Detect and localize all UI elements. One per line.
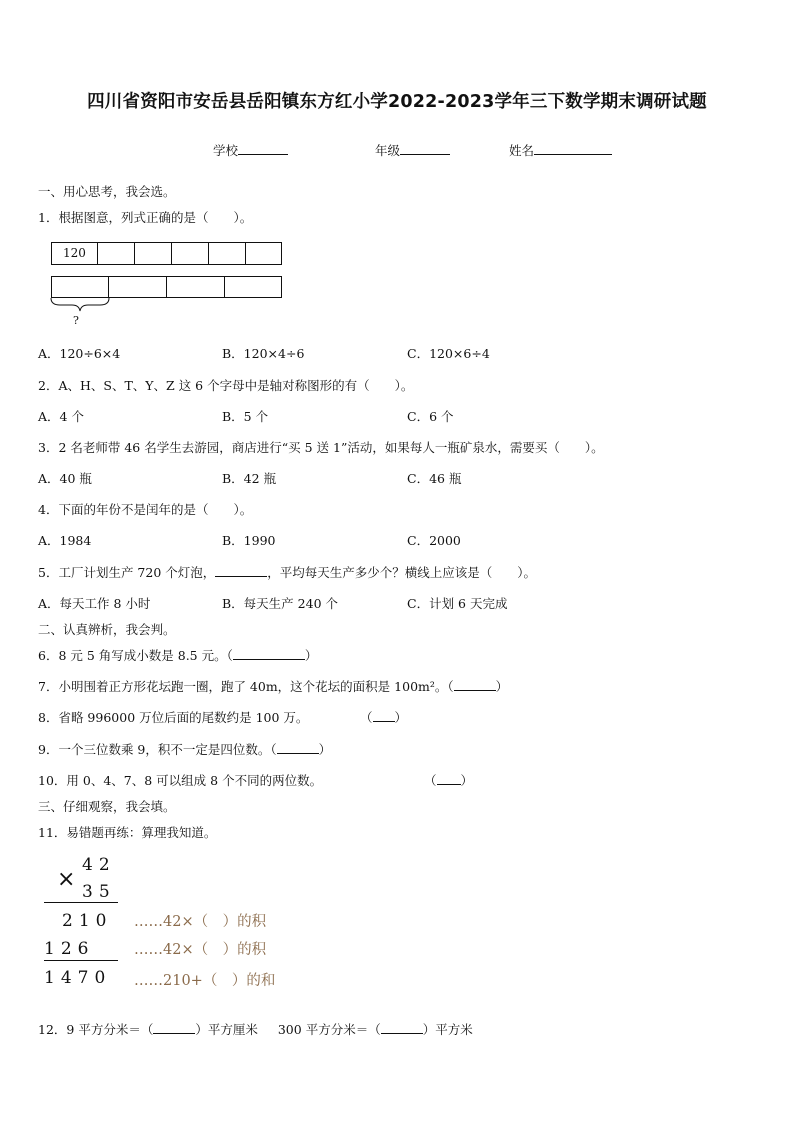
name-blank[interactable] [534, 142, 612, 155]
top-divider [97, 242, 98, 265]
question-7 [38, 677, 508, 695]
option-1b[interactable]: B．120×4÷6 [222, 346, 305, 361]
question-12-blank-1[interactable] [153, 1021, 195, 1034]
question-10-open: （ [424, 773, 437, 788]
question-12-part3: 300 平方分米＝（ [277, 1022, 381, 1037]
option-4a[interactable]: A．1984 [38, 533, 92, 548]
bottom-divider [166, 276, 167, 298]
note-3: ……210+（ ）的和 [134, 973, 276, 989]
multiplicand: 42 [82, 855, 116, 875]
option-1c[interactable]: C．120×6÷4 [407, 346, 490, 361]
question-6-text: 6．8 元 5 角写成小数是 8.5 元。（ [38, 648, 233, 663]
top-value: 120 [63, 246, 86, 260]
question-5-blank[interactable] [215, 564, 267, 577]
option-5a[interactable]: A．每天工作 8 小时 [38, 596, 151, 611]
note-1: ……42×（ ）的积 [134, 914, 267, 930]
question-8-end: ） [394, 710, 408, 725]
question-2: 2．A、H、S、T、Y、Z 这 6 个字母中是轴对称图形的有（ ）。 [38, 378, 414, 393]
option-2a[interactable]: A．4 个 [38, 409, 84, 424]
question-6-blank[interactable] [233, 647, 305, 660]
school-field[interactable] [213, 141, 288, 159]
question-12-blank-2[interactable] [381, 1021, 423, 1034]
top-divider [171, 242, 172, 265]
partial-product-1: 210 [62, 911, 113, 931]
question-1: 1．根据图意，列式正确的是（ ）。 [38, 210, 253, 225]
top-divider [208, 242, 209, 265]
question-12-part1: 12．9 平方分米＝（ [38, 1022, 154, 1037]
option-3a[interactable]: A．40 瓶 [38, 471, 92, 486]
option-1a[interactable]: A．120÷6×4 [38, 346, 121, 361]
name-label: 姓名 [509, 143, 535, 158]
partial-product-2: 126 [44, 939, 95, 959]
question-3: 3．2 名老师带 46 名学生去游园，商店进行“买 5 送 1”活动，如果每人一瓶矿泉水，需要买（ ）。 [38, 440, 604, 455]
final-product: 1470 [44, 968, 112, 988]
question-6-end: ） [304, 648, 318, 663]
section-1-heading: 一、用心思考，我会选。 [38, 184, 176, 199]
question-10-blank[interactable] [437, 772, 461, 785]
question-8-blank[interactable] [373, 709, 395, 722]
option-4b[interactable]: B．1990 [222, 533, 276, 548]
question-5-part1: 5．工厂计划生产 720 个灯泡， [38, 565, 216, 580]
bottom-divider [108, 276, 109, 298]
option-2b[interactable]: B．5 个 [222, 409, 269, 424]
question-9 [38, 740, 331, 758]
question-mark: ? [73, 314, 79, 327]
option-3b[interactable]: B．42 瓶 [222, 471, 277, 486]
times-icon: × [57, 867, 76, 892]
option-5c[interactable]: C．计划 6 天完成 [407, 596, 508, 611]
question-8: 8．省略 996000 万位后面的尾数约是 100 万。 [38, 710, 309, 725]
question-6 [38, 646, 317, 664]
grade-field[interactable] [375, 141, 450, 159]
note-2: ……42×（ ）的积 [134, 942, 267, 958]
school-blank[interactable] [238, 142, 288, 155]
page-title: 四川省资阳市安岳县岳阳镇东方红小学2022-2023学年三下数学期末调研试题 [87, 92, 707, 112]
section-2-heading: 二、认真辨析，我会判。 [38, 622, 176, 637]
multiplier: 35 [82, 882, 116, 902]
option-5b[interactable]: B．每天生产 240 个 [222, 596, 338, 611]
name-field[interactable] [509, 141, 612, 159]
divider-line [44, 902, 118, 903]
question-10-end: ） [460, 773, 474, 788]
grade-label: 年级 [375, 143, 401, 158]
option-3c[interactable]: C．46 瓶 [407, 471, 462, 486]
brace-icon [48, 297, 112, 313]
option-2c[interactable]: C．6 个 [407, 409, 454, 424]
question-12-part4: ）平方米 [422, 1022, 473, 1037]
question-7-end: ） [495, 679, 509, 694]
top-divider [134, 242, 135, 265]
section-3-heading: 三、仔细观察，我会填。 [38, 799, 176, 814]
question-11: 11．易错题再练：算理我知道。 [38, 825, 217, 840]
question-8-open: （ [360, 710, 373, 725]
question-10: 10．用 0、4、7、8 可以组成 8 个不同的两位数。 [38, 773, 323, 788]
question-9-blank[interactable] [277, 741, 319, 754]
bottom-divider [224, 276, 225, 298]
question-10-answer[interactable] [424, 771, 473, 789]
question-5-part2: ，平均每天生产多少个？横线上应该是（ ）。 [267, 565, 537, 580]
divider-line [44, 960, 118, 961]
question-9-end: ） [318, 742, 332, 757]
question-4: 4．下面的年份不是闰年的是（ ）。 [38, 502, 253, 517]
question-8-answer[interactable] [360, 708, 407, 726]
question-9-text: 9．一个三位数乘 9，积不一定是四位数。（ [38, 742, 277, 757]
grade-blank[interactable] [400, 142, 450, 155]
question-7-blank[interactable] [454, 678, 496, 691]
question-12 [38, 1020, 473, 1038]
question-12-part2: ）平方厘米 [195, 1022, 258, 1037]
top-divider [245, 242, 246, 265]
question-7-text: 7．小明围着正方形花坛跑一圈，跑了 40m，这个花坛的面积是 100m²。（ [38, 679, 454, 694]
question-5 [38, 563, 536, 581]
school-label: 学校 [213, 143, 239, 158]
option-4c[interactable]: C．2000 [407, 533, 461, 548]
